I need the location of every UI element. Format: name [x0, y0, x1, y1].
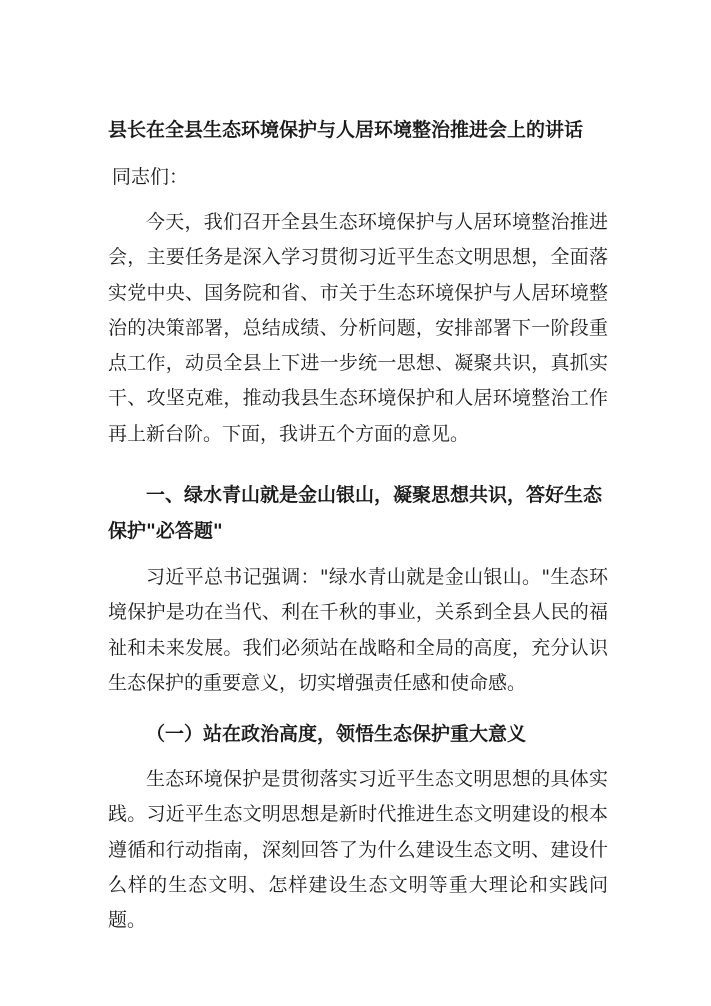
document-title: 县长在全县生态环境保护与人居环境整治推进会上的讲话 [108, 119, 584, 141]
salutation: 同志们： [112, 166, 189, 188]
subsection-heading-1: （一）站在政治高度，领悟生态保护重大意义 [146, 723, 527, 745]
paragraph-subsection-1: 生态环境保护是贯彻落实习近平生态文明思想的具体实践。习近平生态文明思想是新时代推进生态文明建设的根本遵循和行动指南，深刻回答了为什么建设生态文明、建设什么样的生态文明、怎样建设生态文明等重大理论和实践问题。 [108, 768, 608, 932]
section-heading-1: 一、绿水青山就是金山银山，凝聚思想共识，答好生态保护"必答题" [108, 484, 603, 542]
paragraph-section-1: 习近平总书记强调："绿水青山就是金山银山。"生态环境保护是功在当代、利在千秋的事业，关系到全县人民的福祉和未来发展。我们必须站在战略和全局的高度，充分认识生态保护的重要意义，切实增强责任感和使命感。 [108, 566, 608, 694]
paragraph-intro: 今天，我们召开全县生态环境保护与人居环境整治推进会，主要任务是深入学习贯彻习近平生态文明思想，全面落实党中央、国务院和省、市关于生态环境保护与人居环境整治的决策部署，总结成绩、分析问题，安排部署下一阶段重点工作，动员全县上下进一步统一思想、凝聚共识，真抓实干、攻坚克难，推动我县生态环境保护和人居环境整治工作再上新台阶。下面，我讲五个方面的意见。 [108, 211, 608, 445]
